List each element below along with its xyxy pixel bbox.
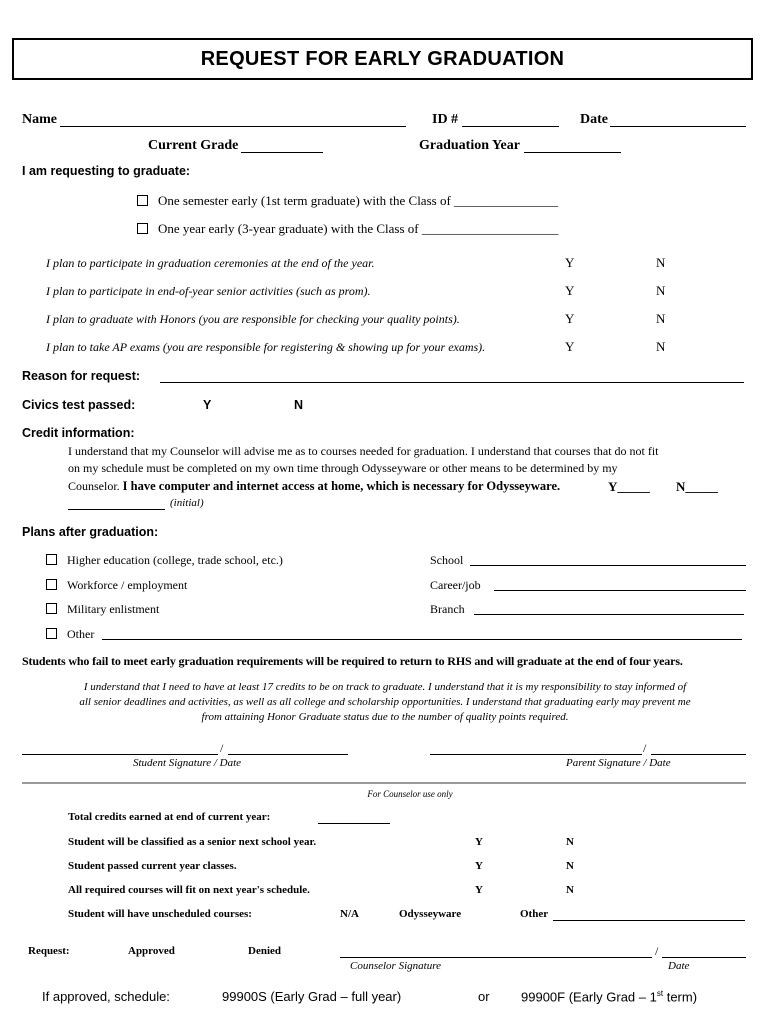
credit-text-bold: I have computer and internet access at home, which is necessary for Odysseyware. xyxy=(122,479,561,493)
after-grad-heading: Plans after graduation: xyxy=(22,525,159,539)
other-field[interactable] xyxy=(102,627,742,640)
checkbox[interactable] xyxy=(137,223,148,234)
credit-text-line: I understand that my Counselor will advise me as to courses needed for graduation. I understand that courses that do not fit xyxy=(68,444,659,458)
student-signature-field[interactable] xyxy=(22,742,218,755)
plan-no[interactable]: N xyxy=(656,255,666,270)
after-grad-option[interactable] xyxy=(46,602,159,617)
plan-text: I plan to graduate with Honors (you are responsible for checking your quality points). xyxy=(46,312,460,326)
plan-text: I plan to participate in graduation ceremonies at the end of the year. xyxy=(46,256,375,270)
initial-field[interactable] xyxy=(68,497,165,510)
counselor-row-yes[interactable]: Y xyxy=(475,836,483,848)
credit-text-line xyxy=(68,479,560,494)
checkbox[interactable] xyxy=(46,628,57,639)
name-field[interactable] xyxy=(60,112,406,127)
plan-no[interactable]: N xyxy=(656,311,666,326)
option-na[interactable]: N/A xyxy=(340,908,359,920)
schedule-opt2-sup: st xyxy=(656,989,664,998)
option-one-semester[interactable] xyxy=(137,193,558,209)
parent-date-field[interactable] xyxy=(651,742,746,755)
checkbox[interactable] xyxy=(46,579,57,590)
school-label: School xyxy=(430,553,464,567)
after-grad-option[interactable] xyxy=(46,553,283,568)
checkbox[interactable] xyxy=(46,554,57,565)
counselor-row-no[interactable]: N xyxy=(566,836,574,848)
plan-yes[interactable]: Y xyxy=(565,339,575,354)
counselor-row-no[interactable]: N xyxy=(566,860,574,872)
counselor-row-text: All required courses will fit on next year's schedule. xyxy=(68,884,310,896)
career-label: Career/job xyxy=(430,578,481,592)
student-date-field[interactable] xyxy=(228,742,348,755)
disclaimer-line: all senior deadlines and activities, as well as all college and scholarship opportunities. I understand that graduating early may prevent me xyxy=(79,696,691,708)
schedule-opt2-pre: 99900F (Early Grad – 1 xyxy=(521,989,657,1005)
plan-text: I plan to take AP exams (you are responsible for registering & showing up for your exams). xyxy=(46,340,486,354)
plan-text: I plan to participate in end-of-year senior activities (such as prom). xyxy=(46,284,371,298)
option-label: Higher education (college, trade school, etc.) xyxy=(67,553,283,567)
option-label: One semester early (1st term graduate) with the Class of ________________ xyxy=(158,193,559,208)
credit-text-start: Counselor. xyxy=(68,479,120,493)
plan-no[interactable]: N xyxy=(656,339,666,354)
branch-label: Branch xyxy=(430,602,465,616)
total-credits-label: Total credits earned at end of current year: xyxy=(68,811,271,823)
schedule-opt2-post: term) xyxy=(663,989,698,1005)
schedule-option-first-term[interactable] xyxy=(521,989,697,1004)
credit-no[interactable]: N_____ xyxy=(676,479,718,494)
checkbox[interactable] xyxy=(137,195,148,206)
civics-no[interactable]: N xyxy=(294,398,304,412)
parent-signature-caption: Parent Signature / Date xyxy=(566,757,671,769)
schedule-or: or xyxy=(478,989,490,1004)
counselor-row-no[interactable]: N xyxy=(566,884,574,896)
graduation-year-field[interactable] xyxy=(524,138,621,153)
option-label: One year early (3-year graduate) with the Class of _____________________ xyxy=(158,221,559,236)
plan-yes[interactable]: Y xyxy=(565,255,575,270)
career-field[interactable] xyxy=(494,578,746,591)
total-credits-field[interactable] xyxy=(318,811,390,824)
reason-field[interactable] xyxy=(160,369,744,383)
slash: / xyxy=(220,741,224,755)
counselor-signature-field[interactable] xyxy=(340,945,652,958)
counselor-row-text: Student passed current year classes. xyxy=(68,860,237,872)
unscheduled-other-field[interactable] xyxy=(553,908,745,921)
id-label: ID # xyxy=(432,112,459,127)
counselor-row-yes[interactable]: Y xyxy=(475,884,483,896)
request-label: Request: xyxy=(28,945,70,957)
counselor-divider xyxy=(22,782,746,784)
current-grade-field[interactable] xyxy=(241,138,323,153)
plan-yes[interactable]: Y xyxy=(565,283,575,298)
id-field[interactable] xyxy=(462,112,559,127)
student-signature-caption: Student Signature / Date xyxy=(133,757,242,769)
school-field[interactable] xyxy=(470,553,746,566)
approved-option[interactable]: Approved xyxy=(128,945,175,957)
denied-option[interactable]: Denied xyxy=(248,945,281,957)
counselor-date-caption: Date xyxy=(668,960,690,972)
option-odysseyware[interactable]: Odysseyware xyxy=(399,908,462,920)
option-one-year[interactable] xyxy=(137,221,558,237)
credit-heading: Credit information: xyxy=(22,426,135,440)
slash: / xyxy=(655,944,659,958)
plan-no[interactable]: N xyxy=(656,283,666,298)
after-grad-option[interactable] xyxy=(46,578,187,593)
date-label: Date xyxy=(580,112,608,127)
disclaimer-line: from attaining Honor Graduate status due to the number of quality points required. xyxy=(201,711,569,723)
current-grade-label: Current Grade xyxy=(148,138,239,153)
option-label: Military enlistment xyxy=(67,602,160,616)
civics-yes[interactable]: Y xyxy=(203,398,212,412)
schedule-option-full-year[interactable]: 99900S (Early Grad – full year) xyxy=(222,989,402,1004)
counselor-signature-caption: Counselor Signature xyxy=(350,960,441,972)
option-label: Other xyxy=(67,627,95,641)
after-grad-option[interactable] xyxy=(46,627,94,642)
name-label: Name xyxy=(22,112,57,127)
page-title: REQUEST FOR EARLY GRADUATION xyxy=(200,47,565,70)
plan-yes[interactable]: Y xyxy=(565,311,575,326)
credit-yes[interactable]: Y_____ xyxy=(608,479,650,494)
counselor-row-yes[interactable]: Y xyxy=(475,860,483,872)
requesting-heading: I am requesting to graduate: xyxy=(22,164,191,178)
warning-text: Students who fail to meet early graduation requirements will be required to return to RHS and will graduate at the end of four years. xyxy=(22,654,683,668)
option-label: Workforce / employment xyxy=(67,578,188,592)
checkbox[interactable] xyxy=(46,603,57,614)
initial-caption: (initial) xyxy=(170,497,204,509)
counselor-row-text: Student will be classified as a senior next school year. xyxy=(68,836,317,848)
option-other[interactable]: Other xyxy=(520,908,549,920)
civics-label: Civics test passed: xyxy=(22,398,136,412)
schedule-label: If approved, schedule: xyxy=(42,989,170,1004)
parent-signature-field[interactable] xyxy=(430,742,642,755)
unscheduled-label: Student will have unscheduled courses: xyxy=(68,908,252,920)
disclaimer-line: I understand that I need to have at least 17 credits to be on track to graduate. I understand that it is my responsibility to stay informed of xyxy=(83,681,687,693)
graduation-year-label: Graduation Year xyxy=(419,138,520,153)
branch-field[interactable] xyxy=(474,602,744,615)
counselor-note: For Counselor use only xyxy=(367,789,453,799)
title-box xyxy=(12,38,753,80)
slash: / xyxy=(643,741,647,755)
counselor-date-field[interactable] xyxy=(662,945,746,958)
reason-label: Reason for request: xyxy=(22,369,141,383)
date-field[interactable] xyxy=(610,112,746,127)
credit-text-line: on my schedule must be completed on my own time through Odysseyware or other means to be determined by my xyxy=(68,461,618,475)
